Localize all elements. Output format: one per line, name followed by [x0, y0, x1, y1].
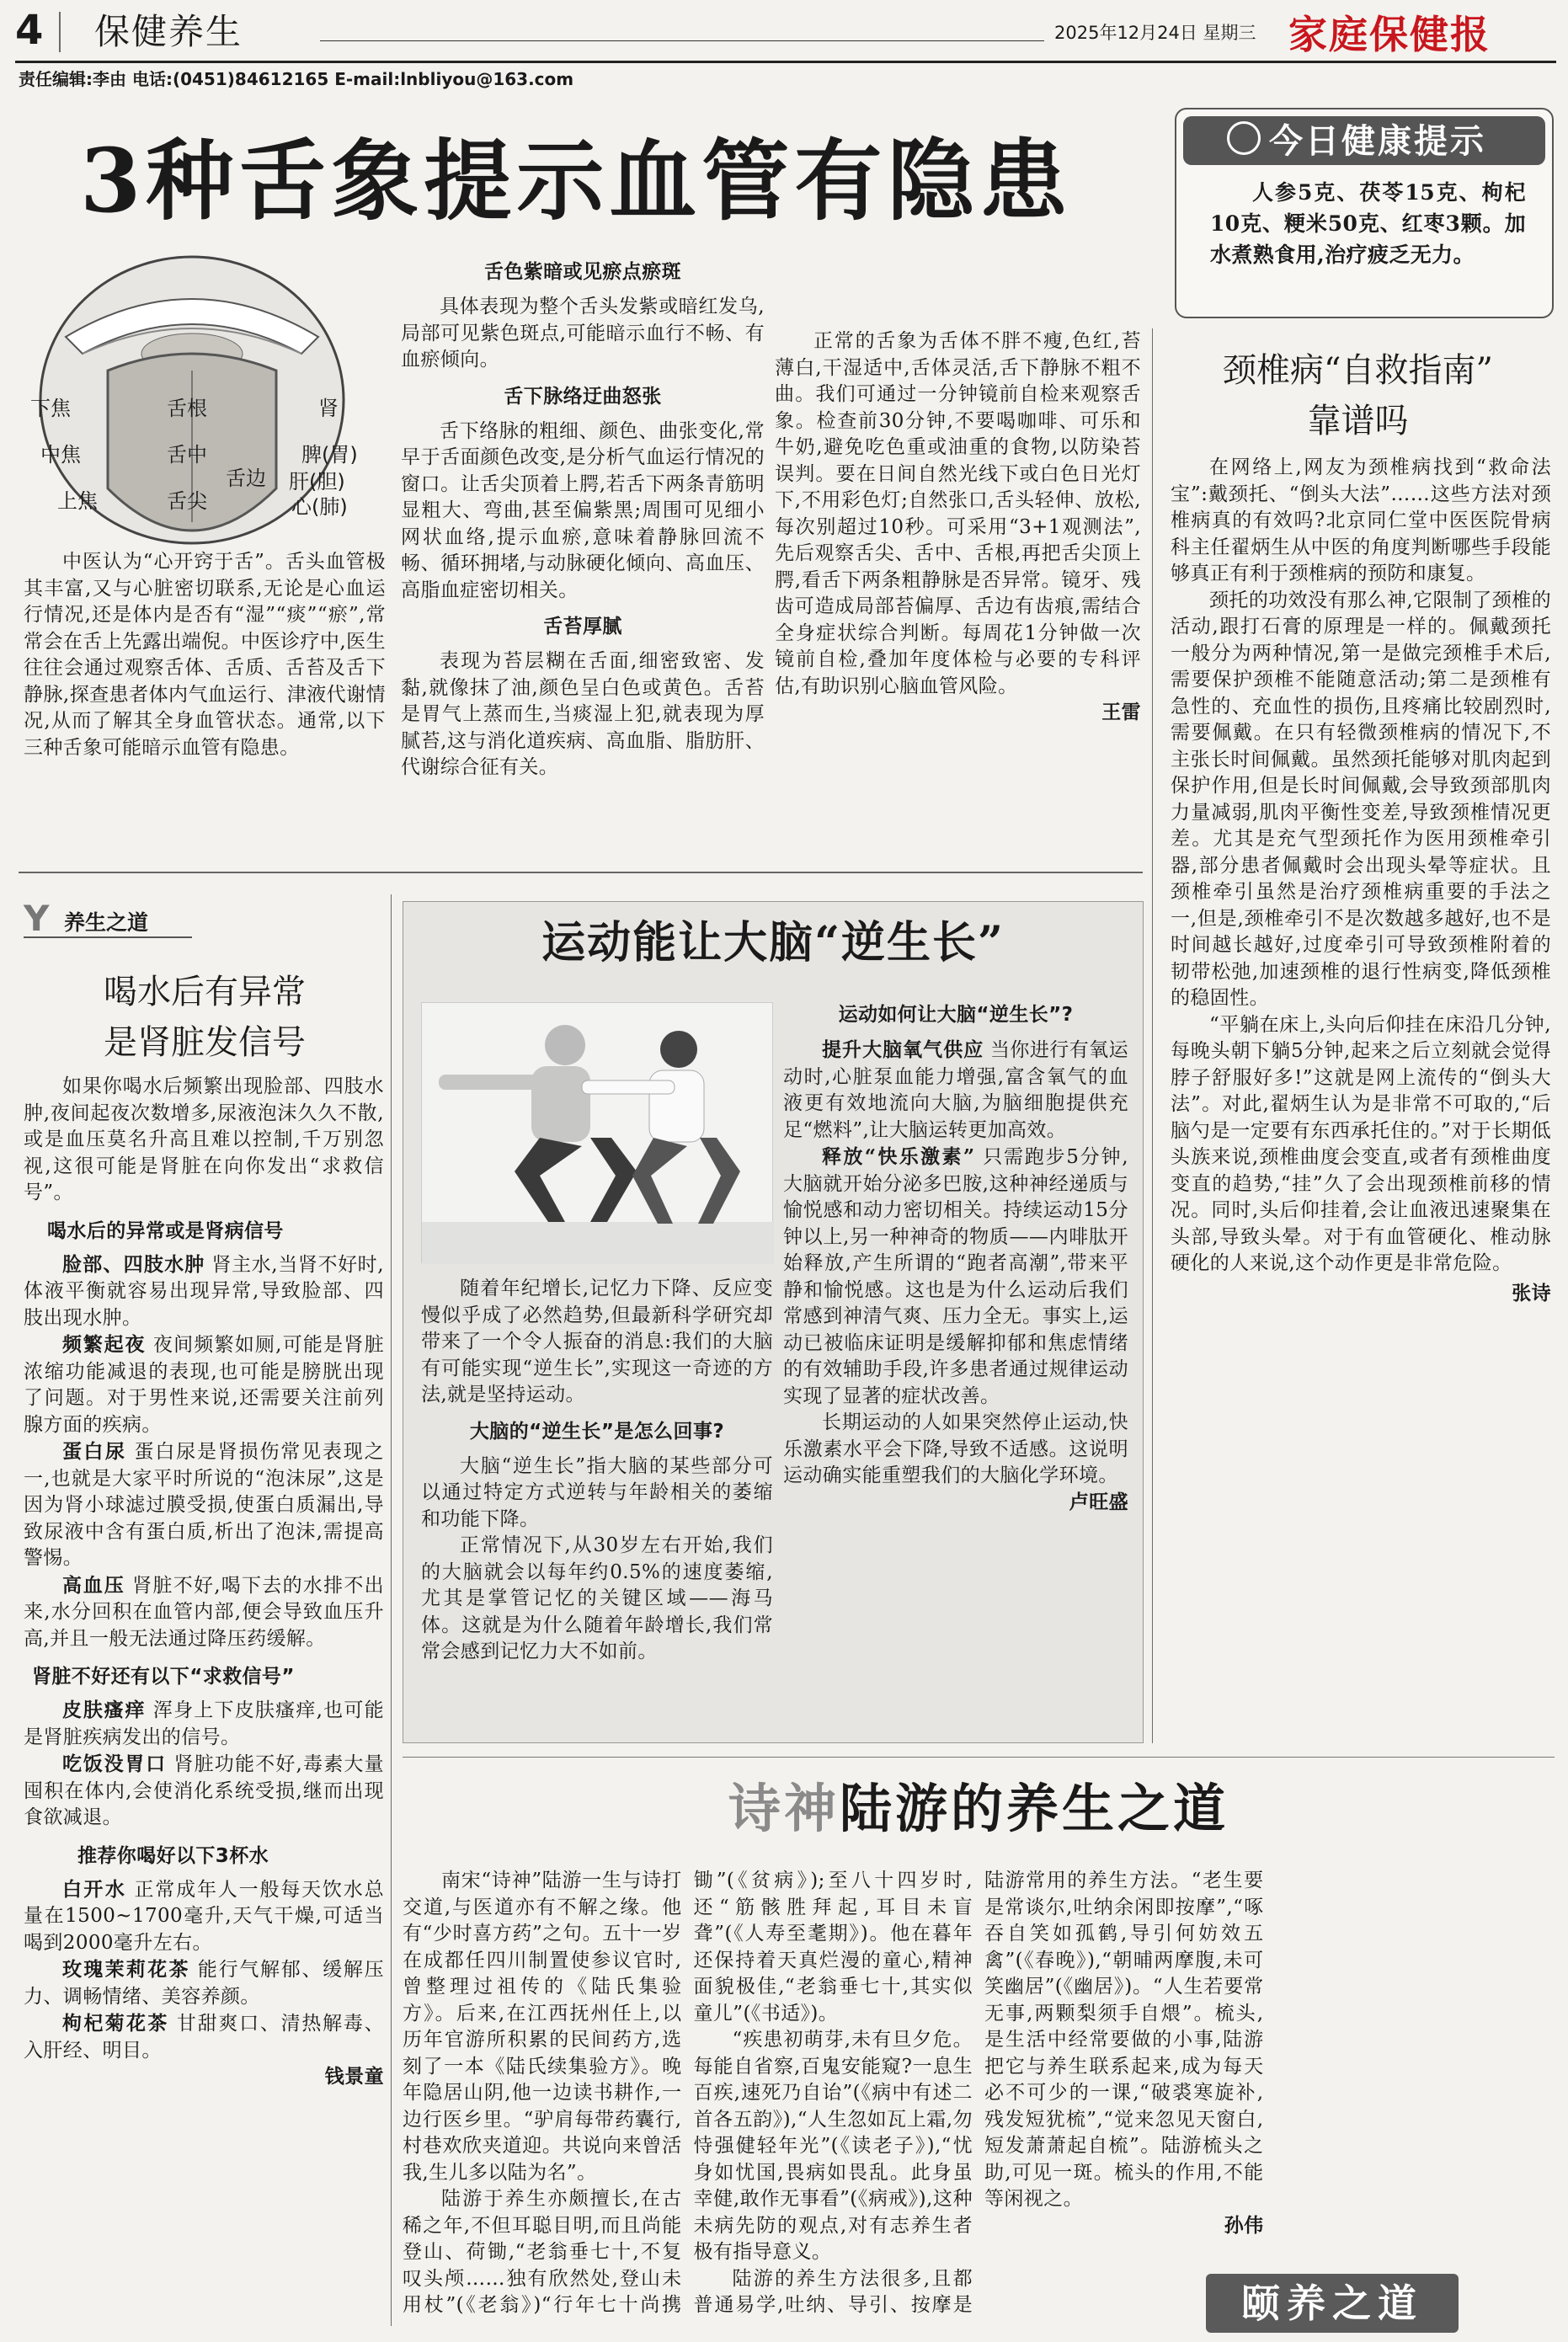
- luyou-columns: [403, 1868, 1555, 2327]
- masthead-divider: [59, 12, 61, 52]
- kidney-column-rule: [391, 894, 392, 2326]
- kidney-item3-lead: 蛋白尿: [62, 1440, 127, 1463]
- exercise-p4: [783, 1037, 1128, 1144]
- kidney-body: [24, 1074, 384, 2091]
- kidney-item1: [24, 1251, 384, 1332]
- tongue-diagram: [24, 253, 394, 547]
- label-shejian: 舌尖: [167, 489, 207, 513]
- footer-logo: [1206, 2274, 1459, 2333]
- neck-p1: 在网络上,网友为颈椎病找到“救命法宝”:戴颈托、“倒头大法”……这些方法对颈椎病真的有效吗?北京同仁堂中医医院骨病科主任翟炳生从中医的角度判断哪些手段能够真正有利于颈椎病的预防和康复。: [1171, 456, 1551, 584]
- masthead-underline: [15, 61, 1556, 63]
- tongue-sec3-title: 舌苔厚腻: [543, 616, 622, 638]
- exercise-col-1: [421, 1276, 773, 1666]
- luyou-title-highlight: 诗神: [728, 1778, 840, 1839]
- kidney-item7: [24, 1876, 384, 1957]
- kidney-item9-text: 甘甜爽口、清热解毒、入肝经、明目。: [24, 2013, 385, 2062]
- footer-logo-text: 颐养之道: [1241, 2281, 1423, 2326]
- exercise-lead2: 释放“快乐激素”: [822, 1145, 976, 1168]
- kidney-item3-text: 蛋白尿是肾损伤常见表现之一,也就是大家平时所说的“泡沫尿”,这是因为肾小球滤过膜受损,使蛋白质漏出,导致尿液中含有蛋白质,析出了泡沫,需提高警惕。: [24, 1441, 384, 1569]
- exercising-couple-illustration: [422, 1003, 774, 1264]
- label-shegen: 舌根: [167, 397, 207, 420]
- kidney-item2-text: 夜间频繁如厕,可能是肾脏浓缩功能减退的表现,也可能是膀胱出现了问题。对于男性来说,还需要关注前列腺方面的疾病。: [24, 1334, 384, 1436]
- kidney-item4-lead: 高血压: [62, 1573, 125, 1597]
- exercise-p1: 随着年纪增长,记忆力下降、反应变慢似乎成了必然趋势,但最新科学研究却带来了一个令人振奋的消息:我们的大脑有可能实现“逆生长”,实现这一奇迹的方法,就是坚持运动。: [421, 1278, 773, 1406]
- sun-icon: [1227, 121, 1261, 155]
- kidney-item5: [24, 1697, 384, 1751]
- neck-p3: “平躺在床上,头向后仰挂在床沿几分钟,每晚头朝下躺5分钟,起来之后立刻就会觉得脖子舒服好多!”这就是网上流传的“倒头大法”。对此,翟炳生认为是非常不可取的,“后脑勺是一定要有东西承托住的。”对于长期低头族来说,颈椎曲度会变直,或者有颈椎曲度变直的趋势,“挂”久了会出现颈椎前移的情况。同时,头后仰挂着,会让血液迅速聚集在头部,导致头晕。对于有血管硬化、椎动脉硬化的人来说,这个动作更是非常危险。: [1171, 1013, 1551, 1274]
- tongue-normal-text: 正常的舌象为舌体不胖不瘦,色红,苔薄白,干湿适中,舌体灵活,舌下静脉不粗不曲。我们可通过一分钟镜前自检来观察舌象。检查前30分钟,不要喝咖啡、可乐和牛奶,避免吃色重或油重的食物,以防染苔误判。要在日间自然光线下或白色日光灯下,不用彩色灯;自然张口,舌头轻伸、放松,每次别超过10秒。可采用“3+1观测法”,先后观察舌尖、舌中、舌根,再把舌尖顶上腭,看舌下两条粗静脉是否异常。镜牙、残齿可造成局部苔偏厚、舌边有齿痕,需结合全身症状综合判断。每周花1分钟做一次镜前自检,叠加年度体检与必要的专科评估,有助识别心脑血管风险。: [775, 330, 1141, 697]
- tongue-sec2-title: 舌下脉络迂曲怒张: [504, 385, 662, 408]
- kidney-item8-lead: 玫瑰茉莉花茶: [62, 1958, 190, 1981]
- luyou-p3: “疾患初萌芽,未有旦夕危。每能自省察,百鬼安能窥?一息生百疾,速死乃自诒”(《病中有述二首各五韵》),“人生忽如瓦上霜,勿恃强健轻年光”(《读老子》),“忧身如忧国,畏病如畏乱。此身虽幸健,敢作无事看”(《病戒》),这种未病先防的观点,对有志养生者极有指导意义。: [693, 2029, 973, 2263]
- kidney-item6-lead: 吃饭没胃口: [62, 1752, 167, 1775]
- issue-date: 2025年12月24日 星期三: [1054, 23, 1256, 43]
- exercise-sec1-title: 大脑的“逆生长”是怎么回事?: [469, 1420, 725, 1443]
- tongue-sec3-text: 表现为苔层糊在舌面,细密致密、发黏,就像抹了油,颜色呈白色或黄色。舌苔是胃气上蒸而生,当痰湿上犯,就表现为厚腻苔,这与消化道疾病、高血脂、脂肪肝、代谢综合征有关。: [401, 650, 765, 778]
- label-gan: 肝(胆): [289, 470, 345, 493]
- neck-body: [1171, 455, 1551, 1307]
- exercise-lead1: 提升大脑氧气供应: [822, 1038, 984, 1061]
- kidney-item5-text: 浑身上下皮肤瘙痒,也可能是肾脏疾病发出的信号。: [24, 1699, 384, 1748]
- tongue-intro: 中医认为“心开窍于舌”。舌头血管极其丰富,又与心脏密切联系,无论是心血运行情况,还是体内是否有“湿”“痰”“瘀”,常常会在舌上先露出端倪。中医诊疗中,医生往往会通过观察舌体、舌质、舌苔及舌下静脉,探查患者体内气血运行、津液代谢情况,从而了解其全身血管状态。通常,以下三种舌象可能暗示血管有隐患。: [24, 551, 386, 759]
- exercise-photo: [421, 1002, 773, 1263]
- exercise-p2: 大脑“逆生长”指大脑的某些部分可以通过特定方式逆转与年龄相关的萎缩和功能下降。: [421, 1454, 773, 1530]
- exercise-p5: [783, 1144, 1128, 1410]
- kidney-sec2-title: 肾脏不好还有以下“求救信号”: [32, 1666, 295, 1688]
- exercise-author: 卢旺盛: [1069, 1491, 1128, 1513]
- kidney-item7-text: 正常成年人一般每天饮水总量在1500~1700毫升,天气干燥,可适当喝到2000毫升左右。: [24, 1878, 384, 1954]
- label-shezhong: 舌中: [167, 443, 207, 467]
- column-label: [24, 898, 192, 939]
- paper-name: 家庭保健报: [1288, 12, 1491, 57]
- kidney-item6: [24, 1751, 384, 1832]
- label-xiajiao: 下焦: [30, 397, 71, 420]
- y-icon: Y: [24, 898, 50, 939]
- exercise-p3: 正常情况下,从30岁左右开始,我们的大脑就会以每年约0.5%的速度萎缩,尤其是掌管记忆的关键区域——海马体。这就是为什么随着年龄增长,我们常常会感到记忆力大不如前。: [421, 1534, 773, 1662]
- tongue-sec1-text: 具体表现为整个舌头发紫或暗红发乌,局部可见紫色斑点,可能暗示血行不畅、有血瘀倾向。: [401, 296, 765, 371]
- kidney-item9: [24, 2010, 384, 2064]
- tongue-article-title: 3种舌象提示血管有隐患: [80, 129, 1073, 232]
- tongue-author: 王雷: [1101, 702, 1141, 723]
- kidney-item1-lead: 脸部、四肢水肿: [62, 1252, 205, 1276]
- tongue-sec2-text: 舌下络脉的粗细、颜色、曲张变化,常早于舌面颜色改变,是分析气血运行情况的窗口。让舌尖顶着上腭,若舌下两条青筋明显粗大、弯曲,甚至偏紫黑;周围可见细小网状血络,提示血瘀,意味着静脉回流不畅、循环拥堵,与动脉硬化倾向、高血压、高脂血症密切相关。: [401, 419, 765, 601]
- neck-p2: 颈托的功效没有那么神,它限制了颈椎的活动,跟打石膏的原理是一样的。佩戴颈托一般分为两种情况,第一是做完颈椎手术后,需要保护颈椎不能随意活动;第二是颈椎有急性的、充血性的损伤,且疼痛比较剧烈时,需要佩戴。在只有轻微颈椎病的情况下,不主张长时间佩戴。虽然颈托能够对肌肉起到保护作用,但是长时间佩戴,会导致颈部肌肉力量减弱,肌肉平衡性变差,导致颈椎情况更差。尤其是充气型颈托作为医用颈椎牵引器,部分患者佩戴时会出现头晕等症状。且颈椎牵引虽然是治疗颈椎病重要的手法之一,但是,颈椎牵引不是次数越多越好,也不是时间越长越好,过度牵引可导致颈椎附着的韧带松弛,加速颈椎的退行性病变,降低颈椎的稳固性。: [1171, 589, 1551, 1009]
- kidney-item4: [24, 1572, 384, 1653]
- kidney-title-line2: 是肾脏发信号: [104, 1023, 306, 1062]
- neck-title-line2: 靠谱吗: [1307, 402, 1409, 440]
- kidney-item2: [24, 1331, 384, 1438]
- exercise-p5-text: 只需跑步5分钟,大脑就开始分泌多巴胺,这种神经递质与愉悦感和动力密切相关。持续运动15分钟以上,另一种神奇的物质——内啡肽开始释放,产生所谓的“跑者高潮”,带来平静和愉悦感。这也是为什么运动后我们常感到神清气爽、压力全无。事实上,运动已被临床证明是缓解抑郁和焦虑情绪的有效辅助手段,许多患者通过规律运动实现了显著的症状改善。: [783, 1146, 1128, 1407]
- label-biandian: 舌边: [226, 467, 266, 490]
- label-xin: 心(肺): [291, 495, 348, 519]
- exercise-p6: 长期运动的人如果突然停止运动,快乐激素水平会下降,导致不适感。这说明运动确实能重塑我们的大脑化学环境。: [783, 1411, 1128, 1486]
- section-name: 保健养生: [94, 11, 243, 52]
- luyou-title: [403, 1775, 1555, 1843]
- kidney-item8: [24, 1956, 384, 2010]
- luyou-author: 孙伟: [1224, 2214, 1264, 2237]
- kidney-title: [24, 967, 386, 1068]
- neck-title-line1: 颈椎病“自救指南”: [1223, 351, 1493, 390]
- tongue-bottom-rule: [19, 872, 1143, 873]
- kidney-sec3-title: 推荐你喝好以下3杯水: [77, 1844, 269, 1867]
- kidney-item9-lead: 枸杞菊花茶: [62, 2012, 169, 2035]
- column-label-text: 养生之道: [64, 910, 149, 935]
- kidney-item1-text: 肾主水,当肾不好时,体液平衡就容易出现异常,导致脸部、四肢出现水肿。: [24, 1253, 385, 1329]
- label-zhongjiao: 中焦: [40, 443, 81, 467]
- editor-line: 责任编辑:李由 电话:(0451)84612165 E-mail:lnbliyou@163.com: [19, 69, 574, 89]
- health-tip-text: 人参5克、茯苓15克、枸杞10克、粳米50克、红枣3颗。加水煮熟食用,治疗疲乏无力。: [1210, 180, 1526, 267]
- kidney-author: 钱景童: [324, 2066, 384, 2088]
- page-number: 4: [15, 7, 44, 54]
- exercise-p4-text: 当你进行有氧运动时,心脏泵血能力增强,富含氧气的血液更有效地流向大脑,为脑细胞提供充足“燃料”,让大脑运转更加高效。: [783, 1039, 1128, 1141]
- kidney-item5-lead: 皮肤瘙痒: [62, 1699, 147, 1721]
- kidney-sec1-title: 喝水后的异常或是肾病信号: [47, 1219, 284, 1242]
- label-shen: 肾: [318, 397, 339, 420]
- tongue-col-3: [775, 328, 1141, 727]
- health-tip-title: 今日健康提示: [1269, 121, 1486, 161]
- neck-author: 张诗: [1512, 1282, 1551, 1304]
- kidney-item6-text: 肾脏功能不好,毒素大量囤积在体内,会使消化系统受损,继而出现食欲减退。: [24, 1753, 385, 1828]
- kidney-item7-lead: 白开水: [62, 1877, 127, 1901]
- kidney-item4-text: 肾脏不好,喝下去的水排不出来,水分回积在血管内部,便会导致血压升高,并且一般无法通过降压药缓解。: [24, 1574, 385, 1650]
- label-pi: 脾(胃): [301, 443, 358, 467]
- kidney-title-line1: 喝水后有异常: [104, 973, 306, 1011]
- neck-title: [1162, 345, 1554, 446]
- luyou-p2: 陆游于养生亦颇擅长,在古稀之年,不但耳聪目明,而且尚能登山、荷锄,“老翁垂七十,不复叹头颅……独有欣然处,登山未用杖”(《老翁》)“行年七十尚携锄”(《贫病》);至八十四岁时,还“筋骸胜拜起,耳目未盲聋”(《人寿至耄期》)。他在暮年还保持着天真烂漫的童心,精神面貌极佳,“老翁垂七十,其实似童儿”(《书适》)。: [403, 1870, 973, 2316]
- exercise-sec2-title: 运动如何让大脑“逆生长”?: [838, 1004, 1074, 1026]
- tongue-col-2: [401, 259, 765, 782]
- right-column-rule: [1152, 328, 1153, 1743]
- masthead-rule: [320, 40, 1044, 41]
- health-tip-box: [1175, 108, 1554, 318]
- exercise-title: 运动能让大脑“逆生长”: [541, 917, 1005, 968]
- luyou-p1: 南宋“诗神”陆游一生与诗打交道,与医道亦有不解之缘。他有“少时喜方药”之句。五十一岁在成都任四川制置使参议官时,曾整理过祖传的《陆氏集验方》。后来,在江西抚州任上,以历年官游所积累的民间药方,选刻了一本《陆氏续集验方》。晚年隐居山阴,他一边读书耕作,一边行医乡里。“驴肩每带药囊行,村巷欢欣夹道迎。共说向来曾活我,生儿多以陆为名”。: [403, 1870, 682, 2184]
- tongue-col-1: [24, 549, 386, 761]
- kidney-item8-text: 能行气解郁、缓解压力、调畅情绪、美容养颜。: [24, 1959, 384, 2008]
- exercise-col-2: [783, 1002, 1128, 1516]
- luyou-top-rule: [403, 1757, 1555, 1758]
- tongue-sec1-title: 舌色紫暗或见瘀点瘀斑: [484, 261, 681, 283]
- luyou-p4: 陆游的养生方法很多,且都普通易学,吐纳、导引、按摩是陆游常用的养生方法。“老生要是常谈尔,吐纳余闲即按摩”,“啄吞自笑如孤鹤,导引何妨效五禽”(《春晚》),“朝晡两摩腹,未可笑幽居”(《幽居》)。“人生若要常无事,两颗梨须手自煨”。梳头,是生活中经常要做的小事,陆游把它与养生联系起来,成为每天必不可少的一课,“破裘寒旋补,残发短犹梳”,“觉来忽见天窗白,短发萧萧起自梳”。陆游梳头之助,可见一斑。梳头的作用,不能等闲视之。: [693, 1870, 1264, 2316]
- luyou-title-rest: 陆游的养生之道: [840, 1778, 1229, 1839]
- label-shangjiao: 上焦: [57, 489, 98, 513]
- kidney-item3: [24, 1438, 384, 1572]
- kidney-item2-lead: 频繁起夜: [62, 1333, 147, 1356]
- kidney-intro: 如果你喝水后频繁出现脸部、四肢水肿,夜间起夜次数增多,尿液泡沫久久不散,或是血压莫名升高且难以控制,千万别忽视,这很可能是肾脏在向你发出“求救信号”。: [24, 1075, 384, 1203]
